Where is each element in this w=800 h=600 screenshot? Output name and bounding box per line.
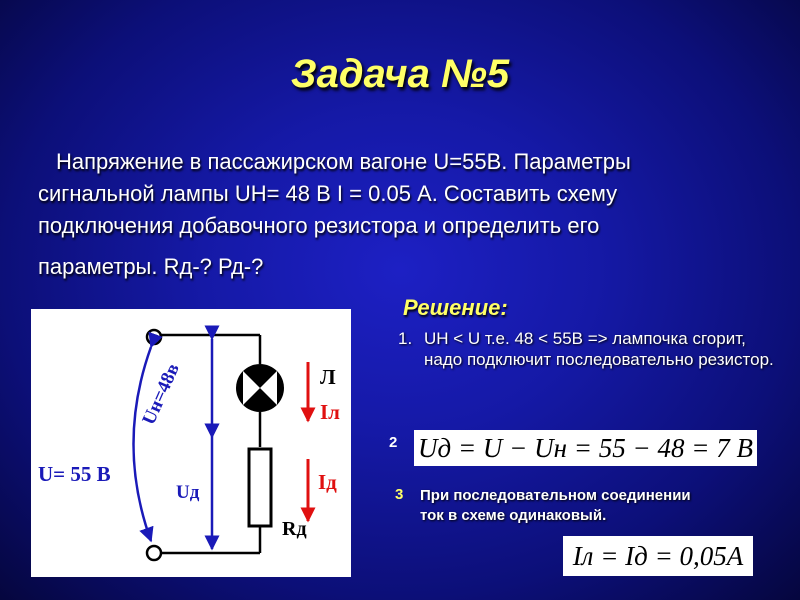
solution-heading: Решение: — [403, 295, 508, 320]
problem-line-2: сигнальной лампы UН= 48 В I = 0.05 А. Составить схему — [38, 181, 618, 206]
solution-step-3 — [420, 486, 700, 526]
label-lamp: Л — [320, 365, 336, 389]
label-u-resistor: Uд — [176, 482, 200, 503]
label-i-lamp: Iл — [320, 400, 340, 424]
problem-statement — [38, 146, 778, 283]
formula-current: Iл = Iд = 0,05А — [563, 536, 753, 576]
terminal-bottom — [147, 546, 161, 560]
step-2-number: 2 — [389, 434, 398, 451]
label-resistor: Rд — [282, 518, 307, 540]
step-1-text: UН < U т.е. 48 < 55В => лампочка сгорит, надо подключит последовательно резистор. — [424, 329, 774, 369]
circuit-svg — [31, 309, 351, 577]
circuit-diagram — [31, 309, 351, 577]
solution-step-1 — [398, 328, 778, 370]
step-1-number: 1. — [398, 329, 413, 348]
problem-line-3: подключения добавочного резистора и определить его — [38, 213, 600, 238]
formula-resistor-voltage: Uд = U − Uн = 55 − 48 = 7 В — [414, 430, 757, 466]
problem-line-4: параметры. Rд-? Рд-? — [38, 254, 264, 279]
label-i-resistor: Iд — [318, 470, 337, 494]
label-u-total: U= 55 В — [38, 462, 111, 486]
lamp-symbol — [236, 364, 284, 412]
terminal-top — [147, 330, 161, 344]
step-3-number: 3 — [395, 486, 404, 503]
label-u-lamp: Uн=48в — [138, 360, 184, 429]
resistor-symbol — [249, 449, 271, 526]
problem-line-1: Напряжение в пассажирском вагоне U=55В. Параметры — [56, 149, 631, 174]
step-3-text: При последовательном соединении ток в схеме одинаковый. — [420, 487, 691, 524]
slide-title: Задача №5 — [290, 52, 510, 96]
